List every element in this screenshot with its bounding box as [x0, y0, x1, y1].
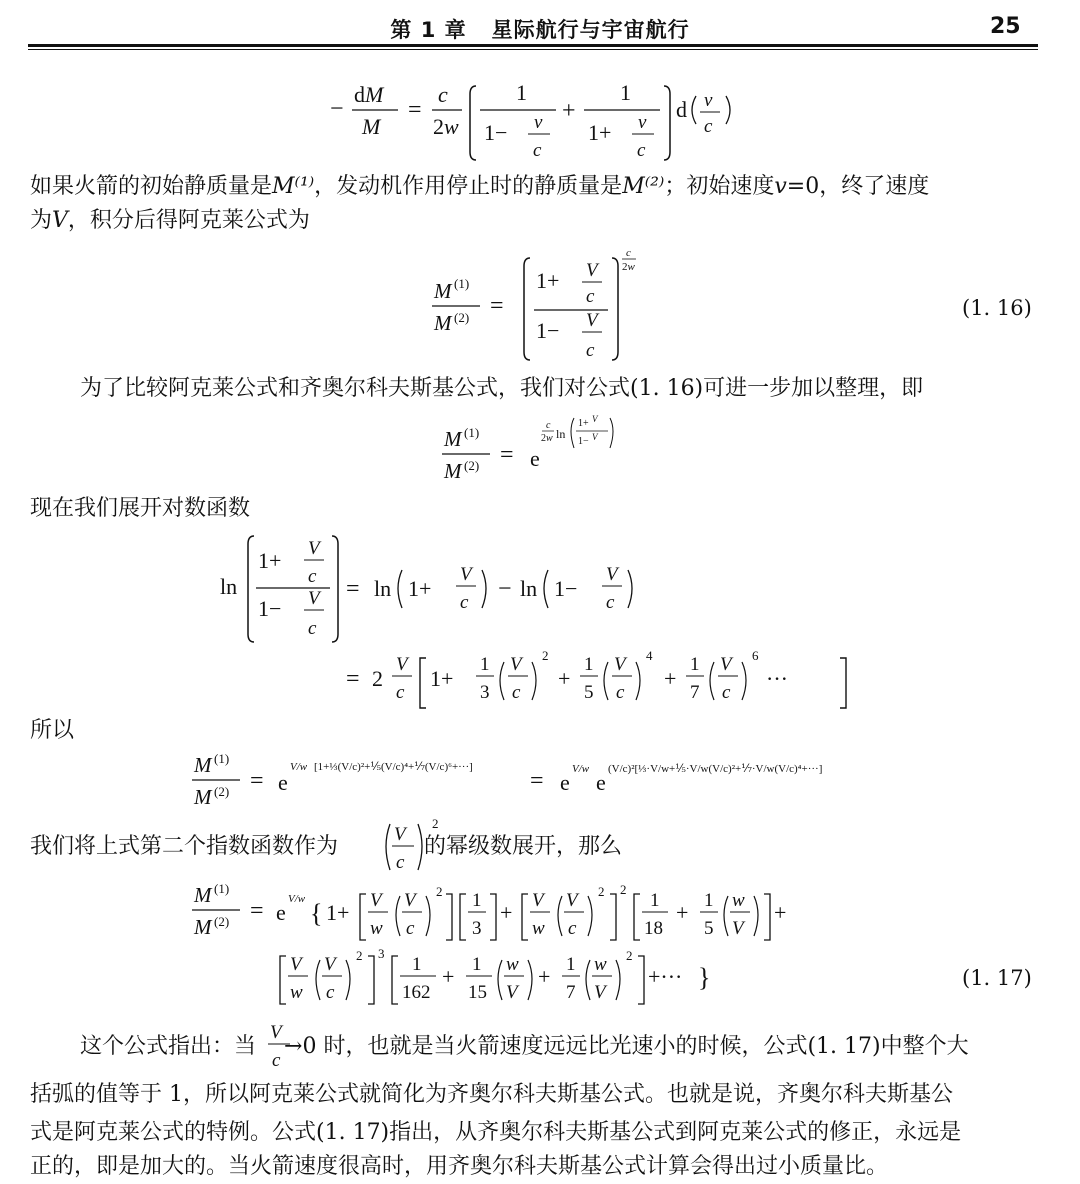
svg-text:4: 4 [646, 648, 653, 663]
svg-text:M: M [434, 279, 452, 303]
svg-text:dM: dM [354, 82, 384, 107]
svg-text:1: 1 [472, 890, 482, 911]
svg-text:=: = [408, 97, 422, 123]
equation-1-16 [430, 248, 650, 372]
svg-text:+: + [664, 666, 677, 691]
svg-text:7: 7 [566, 982, 576, 1003]
svg-text:(2): (2) [464, 458, 480, 473]
svg-text:+: + [774, 900, 787, 925]
svg-text:c: c [546, 420, 551, 431]
equation-expanded-exponent [190, 750, 910, 814]
svg-text:c: c [438, 82, 448, 107]
svg-text:=: = [250, 898, 264, 924]
svg-text:+···: +··· [648, 964, 683, 989]
svg-text:2: 2 [356, 948, 363, 963]
svg-text:5: 5 [584, 682, 594, 703]
svg-text:V: V [614, 654, 626, 675]
svg-text:1: 1 [516, 80, 527, 105]
equation-dm-over-m [330, 72, 750, 176]
svg-text:M: M [194, 915, 212, 939]
svg-text:1: 1 [584, 654, 594, 675]
svg-text:7: 7 [690, 682, 700, 703]
svg-text:15: 15 [468, 982, 487, 1003]
svg-text:2: 2 [626, 948, 633, 963]
svg-text:c: c [460, 592, 469, 613]
svg-text:c: c [533, 140, 542, 161]
svg-text:V: V [404, 890, 416, 911]
svg-text:c: c [308, 618, 317, 639]
svg-text:1−: 1− [578, 436, 589, 447]
svg-text:w: w [532, 918, 545, 939]
svg-text:[1+⅓(V/c)²+⅕(V/c)⁴+⅐(V/c)⁶+···: [1+⅓(V/c)²+⅕(V/c)⁴+⅐(V/c)⁶+···] [314, 761, 473, 773]
svg-text:V: V [594, 982, 606, 1003]
svg-text:V: V [510, 654, 522, 675]
svg-text:M: M [194, 883, 212, 907]
svg-text:3: 3 [472, 918, 482, 939]
paragraph-conclusion-line3: 式是阿克莱公式的特例。公式(1. 17)指出，从齐奥尔科夫斯基公式到阿克莱公式的修正，永远是 [30, 1120, 962, 1145]
svg-text:V: V [324, 954, 336, 975]
symbol-v: v [774, 174, 787, 199]
svg-text:1−: 1− [554, 576, 578, 601]
svg-text:M: M [362, 114, 381, 139]
svg-text:+: + [538, 964, 551, 989]
svg-text:V: V [586, 260, 598, 281]
svg-text:+: + [500, 900, 513, 925]
svg-text:c: c [396, 852, 405, 873]
svg-text:=: = [250, 768, 264, 794]
svg-text:e: e [596, 770, 606, 795]
svg-text:ln: ln [374, 576, 392, 601]
svg-text:1: 1 [472, 954, 482, 975]
svg-text:V: V [270, 1022, 282, 1043]
paragraph-power-series: 我们将上式第二个指数函数作为 的幂级数展开，那么 [30, 834, 623, 859]
svg-text:2: 2 [598, 884, 605, 899]
svg-text:w: w [594, 954, 607, 975]
svg-text:(2): (2) [214, 784, 230, 799]
svg-text:c: c [722, 682, 731, 703]
svg-text:1: 1 [566, 954, 576, 975]
equation-number-1-17: (1. 17) [962, 966, 1032, 990]
svg-text:V/w: V/w [290, 761, 308, 773]
svg-text:2w: 2w [541, 433, 553, 444]
svg-text:V: V [394, 824, 406, 845]
svg-text:1−: 1− [484, 120, 508, 145]
svg-text:d: d [676, 97, 687, 122]
svg-text:w: w [732, 890, 745, 911]
svg-text:+: + [676, 900, 689, 925]
svg-text:2: 2 [436, 884, 443, 899]
svg-text:c: c [406, 918, 415, 939]
svg-text:(V/c)²[⅓·V/w+⅕·V/w(V/c)²+⅐·V/w: (V/c)²[⅓·V/w+⅕·V/w(V/c)²+⅐·V/w(V/c)⁴+···] [608, 763, 823, 775]
svg-text:1: 1 [690, 654, 700, 675]
svg-text:V: V [370, 890, 382, 911]
svg-text:ln: ln [556, 427, 566, 441]
svg-text:3: 3 [480, 682, 490, 703]
svg-text:V: V [606, 564, 618, 585]
svg-text:1−: 1− [536, 318, 560, 343]
symbol-V: V [52, 208, 68, 233]
svg-text:1+: 1+ [588, 120, 612, 145]
svg-text:c: c [616, 682, 625, 703]
inline-v-over-c [266, 1018, 294, 1074]
svg-text:M: M [194, 785, 212, 809]
svg-text:1+: 1+ [258, 548, 282, 573]
svg-text:M: M [444, 427, 462, 451]
svg-text:V: V [566, 890, 578, 911]
inline-v-over-c-squared [380, 816, 466, 884]
svg-text:V: V [732, 918, 744, 939]
svg-text:2: 2 [372, 666, 383, 691]
svg-text:V: V [592, 432, 598, 442]
svg-text:V: V [586, 310, 598, 331]
symbol-m2: M⁽²⁾ [622, 174, 665, 199]
svg-text:1: 1 [650, 890, 660, 911]
svg-text:c: c [272, 1050, 281, 1071]
svg-text:w: w [290, 982, 303, 1003]
svg-text:(2): (2) [454, 310, 470, 325]
svg-text:}: } [698, 963, 711, 992]
page-number: 25 [990, 14, 1021, 39]
svg-text:5: 5 [704, 918, 714, 939]
svg-text:V: V [532, 890, 544, 911]
svg-text:(1): (1) [454, 276, 470, 291]
svg-text:(1): (1) [214, 751, 230, 766]
header-rule-thick [28, 44, 1038, 47]
svg-text:1: 1 [704, 890, 714, 911]
svg-text:V/w: V/w [572, 763, 590, 775]
svg-text:V: V [308, 538, 320, 559]
equation-number-1-16: (1. 16) [962, 296, 1032, 320]
svg-text:e: e [560, 770, 570, 795]
chapter-label: 第 1 章 [390, 18, 467, 42]
page-header [0, 0, 1080, 50]
chapter-title: 星际航行与宇宙航行 [491, 18, 690, 42]
svg-text:(2): (2) [214, 914, 230, 929]
paragraph-therefore: 所以 [30, 718, 75, 743]
svg-text:1+: 1+ [430, 666, 454, 691]
svg-text:c: c [637, 140, 646, 161]
svg-text:v: v [638, 112, 647, 133]
svg-text:1−: 1− [258, 596, 282, 621]
paragraph-compare: 为了比较阿克莱公式和齐奥尔科夫斯基公式，我们对公式(1. 16)可进一步加以整理，即 [80, 376, 924, 401]
svg-text:M: M [444, 459, 462, 483]
svg-text:c: c [704, 116, 713, 137]
svg-text:M: M [434, 311, 452, 335]
svg-text:2: 2 [620, 882, 627, 897]
svg-text:V: V [460, 564, 472, 585]
svg-text:=: = [346, 666, 360, 692]
svg-text:{: { [310, 899, 323, 928]
svg-text:162: 162 [402, 982, 431, 1003]
svg-text:−: − [498, 576, 512, 602]
svg-text:2w: 2w [433, 114, 459, 139]
running-head [0, 14, 1080, 44]
svg-text:c: c [606, 592, 615, 613]
equation-1-17 [190, 880, 930, 1024]
svg-text:1+: 1+ [326, 900, 350, 925]
svg-text:e: e [276, 900, 286, 925]
svg-text:(1): (1) [464, 425, 480, 440]
paragraph-conclusion-line2: 括弧的值等于 1，所以阿克莱公式就简化为齐奥尔科夫斯基公式。也就是说，齐奥尔科夫斯基公 [30, 1082, 953, 1107]
svg-text:ln: ln [220, 574, 238, 599]
paragraph-conclusion: 这个公式指出：当 →0 时，也就是当火箭速度远远比光速小的时候，公式(1. 17)中整个大 [80, 1034, 969, 1059]
svg-text:w: w [370, 918, 383, 939]
svg-text:1+: 1+ [408, 576, 432, 601]
svg-text:2: 2 [432, 816, 439, 831]
paragraph-initial-mass-line2: 为V，积分后得阿克莱公式为 [30, 208, 310, 233]
svg-text:=: = [500, 442, 514, 468]
svg-text:=: = [490, 293, 504, 319]
svg-text:V/w: V/w [288, 893, 306, 905]
svg-text:c: c [568, 918, 577, 939]
svg-text:c: c [626, 247, 631, 259]
paragraph-expand-log: 现在我们展开对数函数 [30, 496, 251, 521]
svg-text:···: ··· [766, 666, 788, 691]
svg-text:c: c [396, 682, 405, 703]
svg-text:V: V [290, 954, 302, 975]
svg-text:−: − [330, 96, 344, 122]
svg-text:2w: 2w [622, 261, 635, 273]
svg-text:V: V [592, 414, 598, 424]
svg-text:=: = [346, 576, 360, 602]
paragraph-conclusion-line4: 正的，即是加大的。当火箭速度很高时，用齐奥尔科夫斯基公式计算会得出过小质量比。 [30, 1154, 889, 1179]
svg-text:18: 18 [644, 918, 663, 939]
svg-text:V: V [720, 654, 732, 675]
svg-text:ln: ln [520, 576, 538, 601]
svg-text:+: + [558, 666, 571, 691]
svg-text:1: 1 [412, 954, 422, 975]
svg-text:V: V [506, 982, 518, 1003]
svg-text:1+: 1+ [578, 418, 589, 429]
svg-text:c: c [308, 566, 317, 587]
svg-text:+: + [442, 964, 455, 989]
svg-text:e: e [278, 770, 288, 795]
svg-text:6: 6 [752, 648, 759, 663]
svg-text:1+: 1+ [536, 268, 560, 293]
svg-text:(1): (1) [214, 881, 230, 896]
header-rule-thin [28, 49, 1038, 50]
equation-log-expansion [218, 530, 868, 724]
svg-text:2: 2 [542, 648, 549, 663]
symbol-m1: M⁽¹⁾ [272, 174, 315, 199]
svg-text:c: c [586, 286, 595, 307]
svg-text:3: 3 [378, 946, 385, 961]
svg-text:c: c [512, 682, 521, 703]
svg-text:1: 1 [480, 654, 490, 675]
svg-text:V: V [396, 654, 408, 675]
svg-text:=: = [530, 768, 544, 794]
svg-text:1: 1 [620, 80, 631, 105]
svg-text:e: e [530, 446, 540, 471]
svg-text:M: M [194, 753, 212, 777]
svg-text:V: V [308, 588, 320, 609]
svg-text:c: c [586, 340, 595, 361]
svg-text:+: + [562, 98, 576, 124]
svg-text:c: c [326, 982, 335, 1003]
svg-text:w: w [506, 954, 519, 975]
svg-text:v: v [534, 112, 543, 133]
svg-text:v: v [704, 90, 713, 111]
equation-exponential-form [440, 410, 660, 494]
paragraph-initial-mass: 如果火箭的初始静质量是M⁽¹⁾，发动机作用停止时的静质量是M⁽²⁾；初始速度v=0，终了速度 [30, 174, 930, 199]
